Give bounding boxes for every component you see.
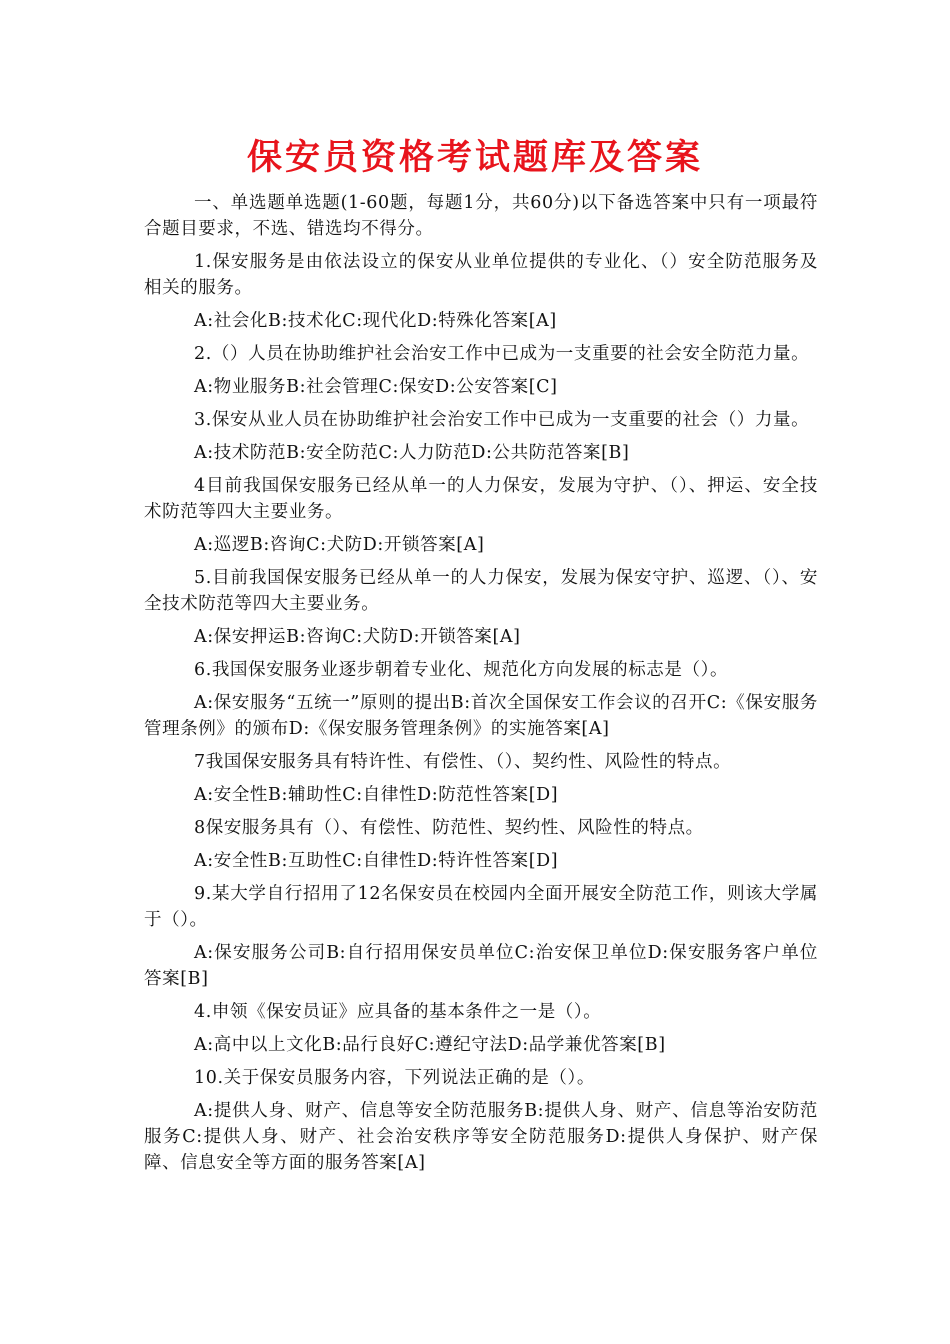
answer-options-5: A:保安押运B:咨询C:犬防D:开锁答案[A]: [194, 627, 521, 647]
question-6: 6.我国保安服务业逐步朝着专业化、规范化方向发展的标志是（）。: [194, 660, 729, 680]
question-4b: 4.申领《保安员证》应具备的基本条件之一是（）。: [194, 1002, 602, 1022]
question-10: 10.关于保安员服务内容，下列说法正确的是（）。: [194, 1068, 595, 1088]
answer-options-2: A:物业服务B:社会管理C:保安D:公安答案[C]: [194, 377, 558, 397]
question-7: 7我国保安服务具有特许性、有偿性、（）、契约性、风险性的特点。: [194, 752, 732, 772]
answer-options-7: A:安全性B:辅助性C:自律性D:防范性答案[D]: [194, 785, 559, 805]
answer-options-8: A:安全性B:互助性C:自律性D:特许性答案[D]: [194, 851, 559, 871]
answer-options-3: A:技术防范B:安全防范C:人力防范D:公共防范答案[B]: [194, 443, 630, 463]
question-5: 5.目前我国保安服务已经从单一的人力保安，发展为保安守护、巡逻、（）、安全技术防范等四大主要业务。: [144, 568, 818, 614]
answer-options-10: A:提供人身、财产、信息等安全防范服务B:提供人身、财产、信息等治安防范服务C:提供人身、财产、社会治安秩序等安全防范服务D:提供人身保护、财产保障、信息安全等方面的服务答案[A]: [144, 1101, 818, 1173]
answer-options-4b: A:高中以上文化B:品行良好C:遵纪守法D:品学兼优答案[B]: [194, 1035, 666, 1055]
document-body: [144, 190, 818, 1183]
question-4: 4目前我国保安服务已经从单一的人力保安，发展为守护、（）、押运、安全技术防范等四大主要业务。: [144, 476, 818, 522]
answer-options-1: A:社会化B:技术化C:现代化D:特殊化答案[A]: [194, 311, 557, 331]
question-1: 1.保安服务是由依法设立的保安从业单位提供的专业化、（）安全防范服务及相关的服务。: [144, 252, 818, 298]
question-9: 9.某大学自行招用了12名保安员在校园内全面开展安全防范工作，则该大学属于（）。: [144, 884, 818, 930]
question-3: 3.保安从业人员在协助维护社会治安工作中已成为一支重要的社会（）力量。: [194, 410, 810, 430]
document-title: 保安员资格考试题库及答案: [246, 137, 703, 178]
section-intro: 一、单选题单选题(1-60题，每题1分，共60分)以下备选答案中只有一项最符合题目要求，不选、错选均不得分。: [144, 193, 818, 239]
question-8: 8保安服务具有（）、有偿性、防范性、契约性、风险性的特点。: [194, 818, 704, 838]
answer-options-4: A:巡逻B:咨询C:犬防D:开锁答案[A]: [194, 535, 485, 555]
answer-options-6: A:保安服务“五统一”原则的提出B:首次全国保安工作会议的召开C:《保安服务管理条例》的颁布D:《保安服务管理条例》的实施答案[A]: [144, 693, 818, 739]
question-2: 2.（）人员在协助维护社会治安工作中已成为一支重要的社会安全防范力量。: [194, 344, 810, 364]
answer-options-9: A:保安服务公司B:自行招用保安员单位C:治安保卫单位D:保安服务客户单位答案[B]: [144, 943, 818, 989]
